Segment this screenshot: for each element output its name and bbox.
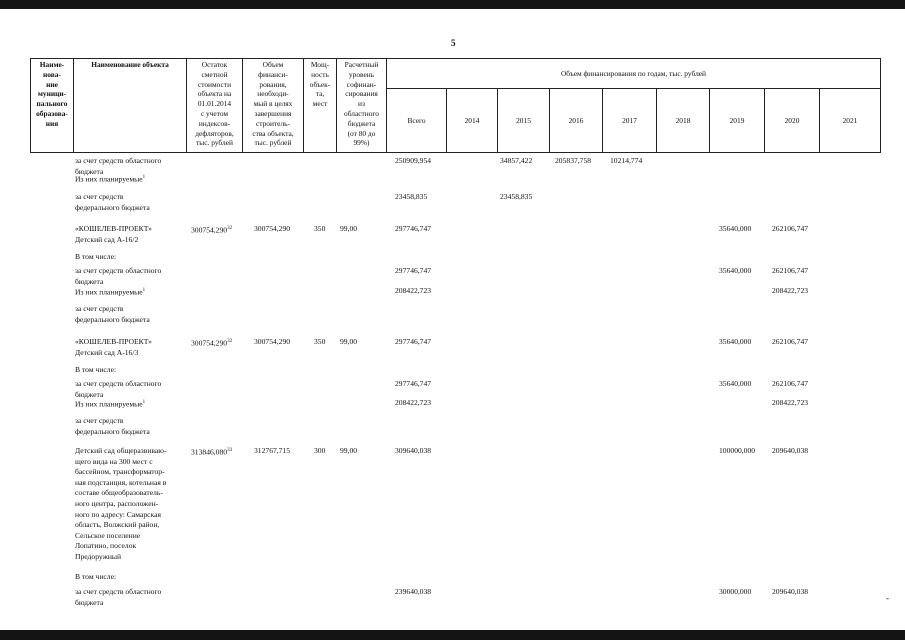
cell-y2020: 208422,723: [772, 398, 809, 407]
footnote-marker: 1: [142, 288, 146, 293]
cell-total: 297746,747: [395, 337, 432, 346]
row-object-name: Из них планируемые$^1$: [75, 287, 146, 297]
cell-y2020: 262106,747: [772, 337, 809, 346]
header-year-2017: 2017: [602, 88, 657, 153]
table-row: [0, 446, 905, 561]
footnote-marker: 1: [142, 175, 146, 180]
header-remaining-cost: Остаток сметной стоимости объекта на 01.01.2014 с учетом индексов- дефляторов, тыс. рублей: [186, 58, 243, 153]
cell-cost: 300754,290$^{32}$: [191, 338, 233, 348]
table-row: [0, 587, 905, 607]
footnote-marker: 1: [142, 400, 146, 405]
table-row: [0, 304, 905, 324]
page-number: 5: [451, 38, 456, 48]
cell-volume: 312767,715: [254, 446, 291, 455]
row-object-name: за счет средств федерального бюджета: [75, 416, 150, 436]
header-cofinancing-level: Расчетный уровень софинан- сирования из областного бюджета (от 80 до 99%): [336, 58, 387, 153]
cell-total: 208422,723: [395, 286, 432, 295]
header-total: Всего: [386, 88, 447, 153]
footnote-marker: 33: [227, 448, 233, 453]
table-row: [0, 416, 905, 436]
row-object-name: за счет средств областного бюджета: [75, 587, 162, 607]
cell-y2020: 262106,747: [772, 266, 809, 275]
header-year-2015: 2015: [497, 88, 550, 153]
cell-total: 250909,954: [395, 156, 432, 165]
cell-rate: 99,00: [340, 224, 358, 233]
header-financing-by-years: Объем финансирования по годам, тыс. рублей: [386, 58, 881, 89]
table-row: [0, 252, 905, 262]
row-object-name: Детский сад общеразвиваю- щего вида на 300 мест с бассейном, трансформатор- ная подстанция, котельная в составе общеобразователь- ного центра, расположен- ного по адресу: Самарская область, Волжский район, Сельское поселение Лопатино, поселок Предоружный: [75, 446, 167, 561]
cell-total: 239640,038: [395, 587, 432, 596]
cell-y2020: 208422,723: [772, 286, 809, 295]
table-row: [0, 337, 905, 357]
row-object-name: за счет средств областного бюджета: [75, 266, 162, 286]
header-municipality: Наиме- нова- ние муници- пального образова- ния: [30, 58, 74, 153]
table-row: [0, 572, 905, 582]
cell-y2019: 30000,000: [719, 587, 752, 596]
footnote-marker: 32: [227, 339, 233, 344]
cell-y2020: 209640,038: [772, 446, 809, 455]
cell-volume: 300754,290: [254, 224, 291, 233]
cell-y2020: 209640,038: [772, 587, 809, 596]
cell-y2019: 35640,000: [719, 266, 752, 275]
cell-y2020: 262106,747: [772, 224, 809, 233]
cell-total: 208422,723: [395, 398, 432, 407]
cell-rate: 99,00: [340, 337, 358, 346]
header-year-2014: 2014: [446, 88, 498, 153]
scan-bottom-border: [0, 630, 905, 640]
table-row: [0, 286, 905, 296]
row-object-name: В том числе:: [75, 365, 117, 374]
table-row: [0, 266, 905, 286]
cell-y2020: 262106,747: [772, 379, 809, 388]
cell-total: 309640,038: [395, 446, 432, 455]
header-object-name: Наименование объекта: [73, 58, 187, 153]
row-object-name: «КОШЕЛЕВ-ПРОЕКТ» Детский сад А-16/2: [75, 224, 152, 244]
cell-total: 297746,747: [395, 266, 432, 275]
cell-y2019: 35640,000: [719, 337, 752, 346]
row-object-name: Из них планируемые$^1$: [75, 174, 146, 184]
cell-y2015: 23458,835: [500, 192, 533, 201]
cell-total: 297746,747: [395, 224, 432, 233]
cell-volume: 300754,290: [254, 337, 291, 346]
header-financing-volume: Объем финанси- рования, необходи- мый в целях завершения строитель- ства объекта, тыс. рублей: [242, 58, 304, 153]
scan-top-border: [0, 0, 905, 9]
table-row: [0, 224, 905, 244]
row-object-name: за счет средств областного бюджета: [75, 379, 162, 399]
table-row: [0, 398, 905, 408]
cell-capacity: 350: [314, 337, 326, 346]
cell-rate: 99,00: [340, 446, 358, 455]
footnote-marker: 32: [227, 226, 233, 231]
header-year-2021: 2021: [819, 88, 881, 153]
table-row: [0, 379, 905, 399]
row-object-name: за счет средств областного бюджета: [75, 156, 162, 176]
header-year-2020: 2020: [764, 88, 820, 153]
row-object-name: за счет средств федерального бюджета: [75, 304, 150, 324]
table-row: [0, 192, 905, 212]
cell-capacity: 300: [314, 446, 326, 455]
row-object-name: В том числе:: [75, 572, 117, 581]
header-year-2019: 2019: [709, 88, 765, 153]
cell-total: 23458,835: [395, 192, 428, 201]
row-object-name: Из них планируемые$^1$: [75, 399, 146, 409]
cell-y2017: 10214,774: [610, 156, 643, 165]
cell-y2015: 34857,422: [500, 156, 533, 165]
cell-y2016: 205837,758: [555, 156, 592, 165]
cell-cost: 300754,290$^{32}$: [191, 225, 233, 235]
header-year-2018: 2018: [656, 88, 710, 153]
table-row: [0, 156, 905, 176]
cell-y2019: 35640,000: [719, 379, 752, 388]
table-row: [0, 365, 905, 375]
table-row: [0, 173, 905, 183]
cell-capacity: 350: [314, 224, 326, 233]
header-capacity: Мощ- ность объек- та, мест: [303, 58, 337, 153]
scan-speck: -: [886, 593, 889, 603]
row-object-name: В том числе:: [75, 252, 117, 261]
cell-y2019: 35640,000: [719, 224, 752, 233]
row-object-name: «КОШЕЛЕВ-ПРОЕКТ» Детский сад А-16/3: [75, 337, 152, 357]
cell-cost: 313846,080$^{33}$: [191, 447, 233, 457]
header-year-2016: 2016: [549, 88, 603, 153]
cell-total: 297746,747: [395, 379, 432, 388]
row-object-name: за счет средств федерального бюджета: [75, 192, 150, 212]
cell-y2019: 100000,000: [719, 446, 756, 455]
